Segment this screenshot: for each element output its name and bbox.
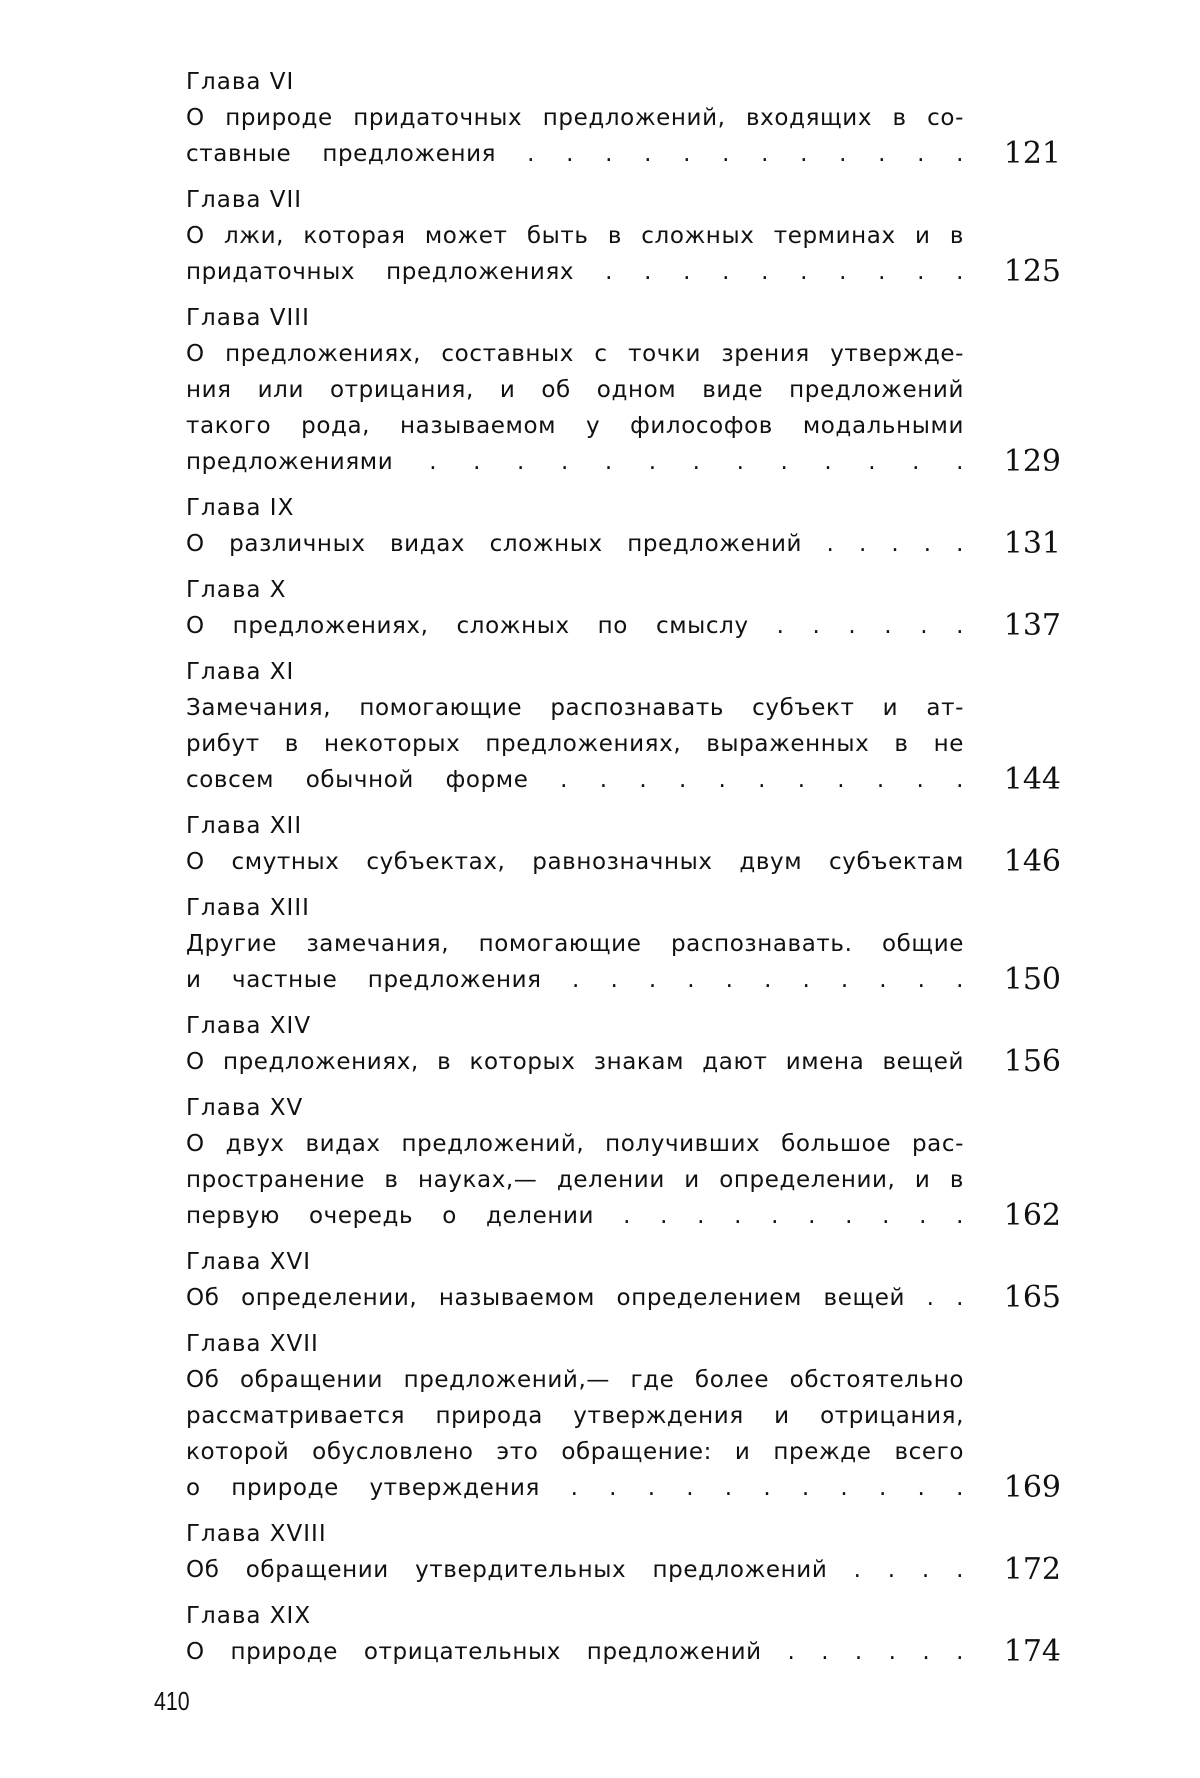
toc-entry-row (186, 1126, 1061, 1234)
chapter-label: Глава XVIII (186, 1521, 327, 1547)
page-number: 150 (1003, 962, 1061, 997)
page-number: 137 (1003, 608, 1061, 643)
chapter-title: Другие замечания, помогающие распознавать. общие и частные предложения . . . . . . . . . . . (186, 931, 964, 993)
page-number: 129 (1003, 444, 1061, 479)
toc-entry-row (186, 1280, 1061, 1316)
toc-entry (186, 1598, 1061, 1670)
toc-entry (186, 1516, 1061, 1588)
chapter-title: Замечания, помогающие распознавать субъект и ат- рибут в некоторых предложениях, выраженных в не совсем обычной форме . . . . . . . . . . . (186, 695, 964, 793)
toc-entry (186, 808, 1061, 880)
chapter-title: О природе отрицательных предложений . . . . . . (186, 1639, 964, 1665)
table-of-contents (186, 64, 1061, 1680)
chapter-label: Глава X (186, 577, 287, 603)
chapter-title: О предложениях, сложных по смыслу . . . . . . (186, 613, 964, 639)
chapter-label: Глава VI (186, 69, 295, 95)
chapter-label: Глава XII (186, 813, 303, 839)
chapter-label: Глава XIV (186, 1013, 312, 1039)
page-number: 172 (1003, 1552, 1061, 1587)
chapter-title: О различных видах сложных предложений . . . . . (186, 531, 964, 557)
page-number: 165 (1003, 1280, 1061, 1315)
toc-entry (186, 890, 1061, 998)
chapter-title: О смутных субъектах, равнозначных двум субъектам (186, 849, 964, 875)
page-number: 131 (1003, 526, 1061, 561)
chapter-label: Глава XV (186, 1095, 304, 1121)
toc-entry (186, 64, 1061, 172)
chapter-title: О лжи, которая может быть в сложных терминах и в придаточных предложениях . . . . . . . . . . (186, 223, 964, 285)
toc-entry-row (186, 1552, 1061, 1588)
chapter-title: Об обращении утвердительных предложений . . . . (186, 1557, 964, 1583)
chapter-label: Глава XVI (186, 1249, 312, 1275)
chapter-title: О предложениях, в которых знакам дают имена вещей (186, 1049, 964, 1075)
toc-entry (186, 300, 1061, 480)
toc-entry-row (186, 690, 1061, 798)
toc-entry-row (186, 1362, 1061, 1506)
toc-entry (186, 654, 1061, 798)
chapter-title: Об определении, называемом определением вещей . . (186, 1285, 964, 1311)
toc-entry (186, 182, 1061, 290)
toc-entry-row (186, 526, 1061, 562)
toc-entry (186, 572, 1061, 644)
page-number: 146 (1003, 844, 1061, 879)
chapter-title: Об обращении предложений,— где более обстоятельно рассматривается природа утверждения и отрицания, которой обусловлено это обращение: и прежде всего о природе утверждения . . . . . . . . . . . (186, 1367, 964, 1501)
chapter-label: Глава XIX (186, 1603, 312, 1629)
page-number: 169 (1003, 1470, 1061, 1505)
chapter-title: О предложениях, составных с точки зрения утвержде- ния или отрицания, и об одном виде предложений такого рода, называемом у философов модальными предложениями . . . . . . . . . . . . . (186, 341, 964, 475)
chapter-label: Глава XI (186, 659, 295, 685)
chapter-label: Глава XIII (186, 895, 310, 921)
chapter-label: Глава VIII (186, 305, 310, 331)
toc-entry-row (186, 1044, 1061, 1080)
toc-entry-row (186, 218, 1061, 290)
toc-entry (186, 1326, 1061, 1506)
page-number: 121 (1003, 136, 1061, 171)
toc-entry-row (186, 926, 1061, 998)
footer-page-number: 410 (154, 1686, 190, 1716)
chapter-label: Глава XVII (186, 1331, 319, 1357)
toc-entry (186, 490, 1061, 562)
toc-entry (186, 1244, 1061, 1316)
toc-entry-row (186, 336, 1061, 480)
page-number: 174 (1003, 1634, 1061, 1669)
chapter-title: О природе придаточных предложений, входящих в со- ставные предложения . . . . . . . . . . . . (186, 105, 964, 167)
page-number: 144 (1003, 762, 1061, 797)
page-number: 162 (1003, 1198, 1061, 1233)
toc-entry-row (186, 100, 1061, 172)
chapter-title: О двух видах предложений, получивших большое рас- пространение в науках,— делении и определении, и в первую очередь о делении . . . . . . . . . . (186, 1131, 964, 1229)
toc-entry-row (186, 1634, 1061, 1670)
page-number: 125 (1003, 254, 1061, 289)
toc-entry-row (186, 844, 1061, 880)
toc-entry (186, 1090, 1061, 1234)
toc-entry-row (186, 608, 1061, 644)
page-number: 156 (1003, 1044, 1061, 1079)
chapter-label: Глава VII (186, 187, 303, 213)
toc-entry (186, 1008, 1061, 1080)
chapter-label: Глава IX (186, 495, 295, 521)
